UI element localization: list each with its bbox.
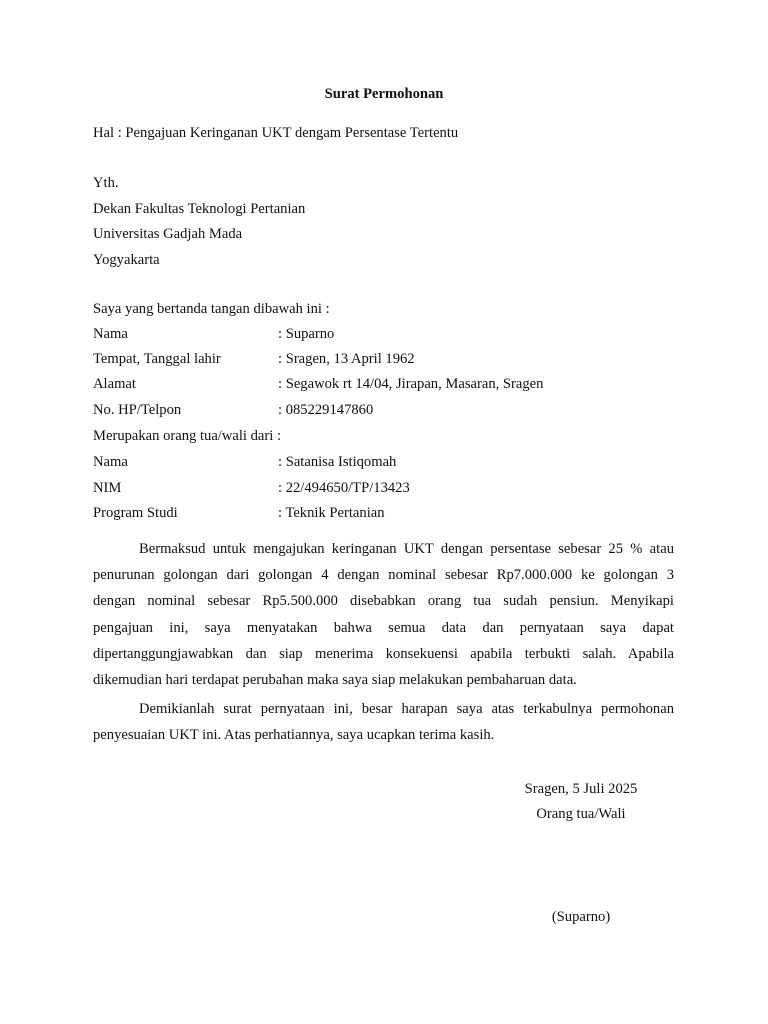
paragraph-line: Demikianlah surat pernyataan ini, besar harapan saya atas terkabulnya permohonan <box>139 701 674 717</box>
student-label-name: Nama <box>93 454 128 470</box>
paragraph-line: pengajuan ini, saya menyatakan bahwa semua data dan pernyataan saya dapat <box>93 619 674 636</box>
recipient-line-1: Dekan Fakultas Teknologi Pertanian <box>93 201 306 217</box>
paragraph-line: Bermaksud untuk mengajukan keringanan UKT dengan persentase sebesar 25 % atau <box>139 541 674 557</box>
student-value-program: : Teknik Pertanian <box>278 505 385 521</box>
recipient-greeting: Yth. <box>93 175 119 191</box>
student-value-nim: : 22/494650/TP/13423 <box>278 480 410 496</box>
applicant-value-name: : Suparno <box>278 326 335 342</box>
letter-subject: Hal : Pengajuan Keringanan UKT dengam Persentase Tertentu <box>93 125 459 141</box>
applicant-label-phone: No. HP/Telpon <box>93 402 182 418</box>
paragraph-line: dipertanggungjawabkan dan siap menerima konsekuensi apabila terbukti salah. Apabila <box>93 645 674 662</box>
student-label-program: Program Studi <box>93 505 178 521</box>
relation-text: Merupakan orang tua/wali dari : <box>93 428 282 444</box>
paragraph-closing <box>93 696 674 748</box>
applicant-label-name: Nama <box>93 326 128 342</box>
recipient-line-2: Universitas Gadjah Mada <box>93 226 243 242</box>
paragraph-line: penyesuaian UKT ini. Atas perhatiannya, saya ucapkan terima kasih. <box>93 727 495 744</box>
student-value-name: : Satanisa Istiqomah <box>278 454 397 470</box>
applicant-value-address: : Segawok rt 14/04, Jirapan, Masaran, Sragen <box>278 376 544 392</box>
intro-text: Saya yang bertanda tangan dibawah ini : <box>93 301 330 317</box>
signature-name: (Suparno) <box>551 909 611 925</box>
paragraph-line: dengan nominal sebesar Rp5.500.000 disebabkan orang tua sudah pensiun. Menyikapi <box>93 593 674 610</box>
paragraph-line: dikemudian hari terdapat perubahan maka saya siap melakukan pembaharuan data. <box>93 671 577 688</box>
student-label-nim: NIM <box>93 480 122 496</box>
recipient-line-3: Yogyakarta <box>93 252 160 268</box>
applicant-value-phone: : 085229147860 <box>278 402 374 418</box>
signature-role: Orang tua/Wali <box>536 806 626 822</box>
applicant-value-birth: : Sragen, 13 April 1962 <box>278 351 415 367</box>
paragraph-line: penurunan golongan dari golongan 4 dengan nominal sebesar Rp7.000.000 ke golongan 3 <box>93 567 674 584</box>
signature-place-date: Sragen, 5 Juli 2025 <box>524 781 638 797</box>
applicant-label-birth: Tempat, Tanggal lahir <box>93 351 221 367</box>
applicant-label-address: Alamat <box>93 376 136 392</box>
letter-title: Surat Permohonan <box>324 86 444 102</box>
paragraph-request <box>93 536 674 693</box>
